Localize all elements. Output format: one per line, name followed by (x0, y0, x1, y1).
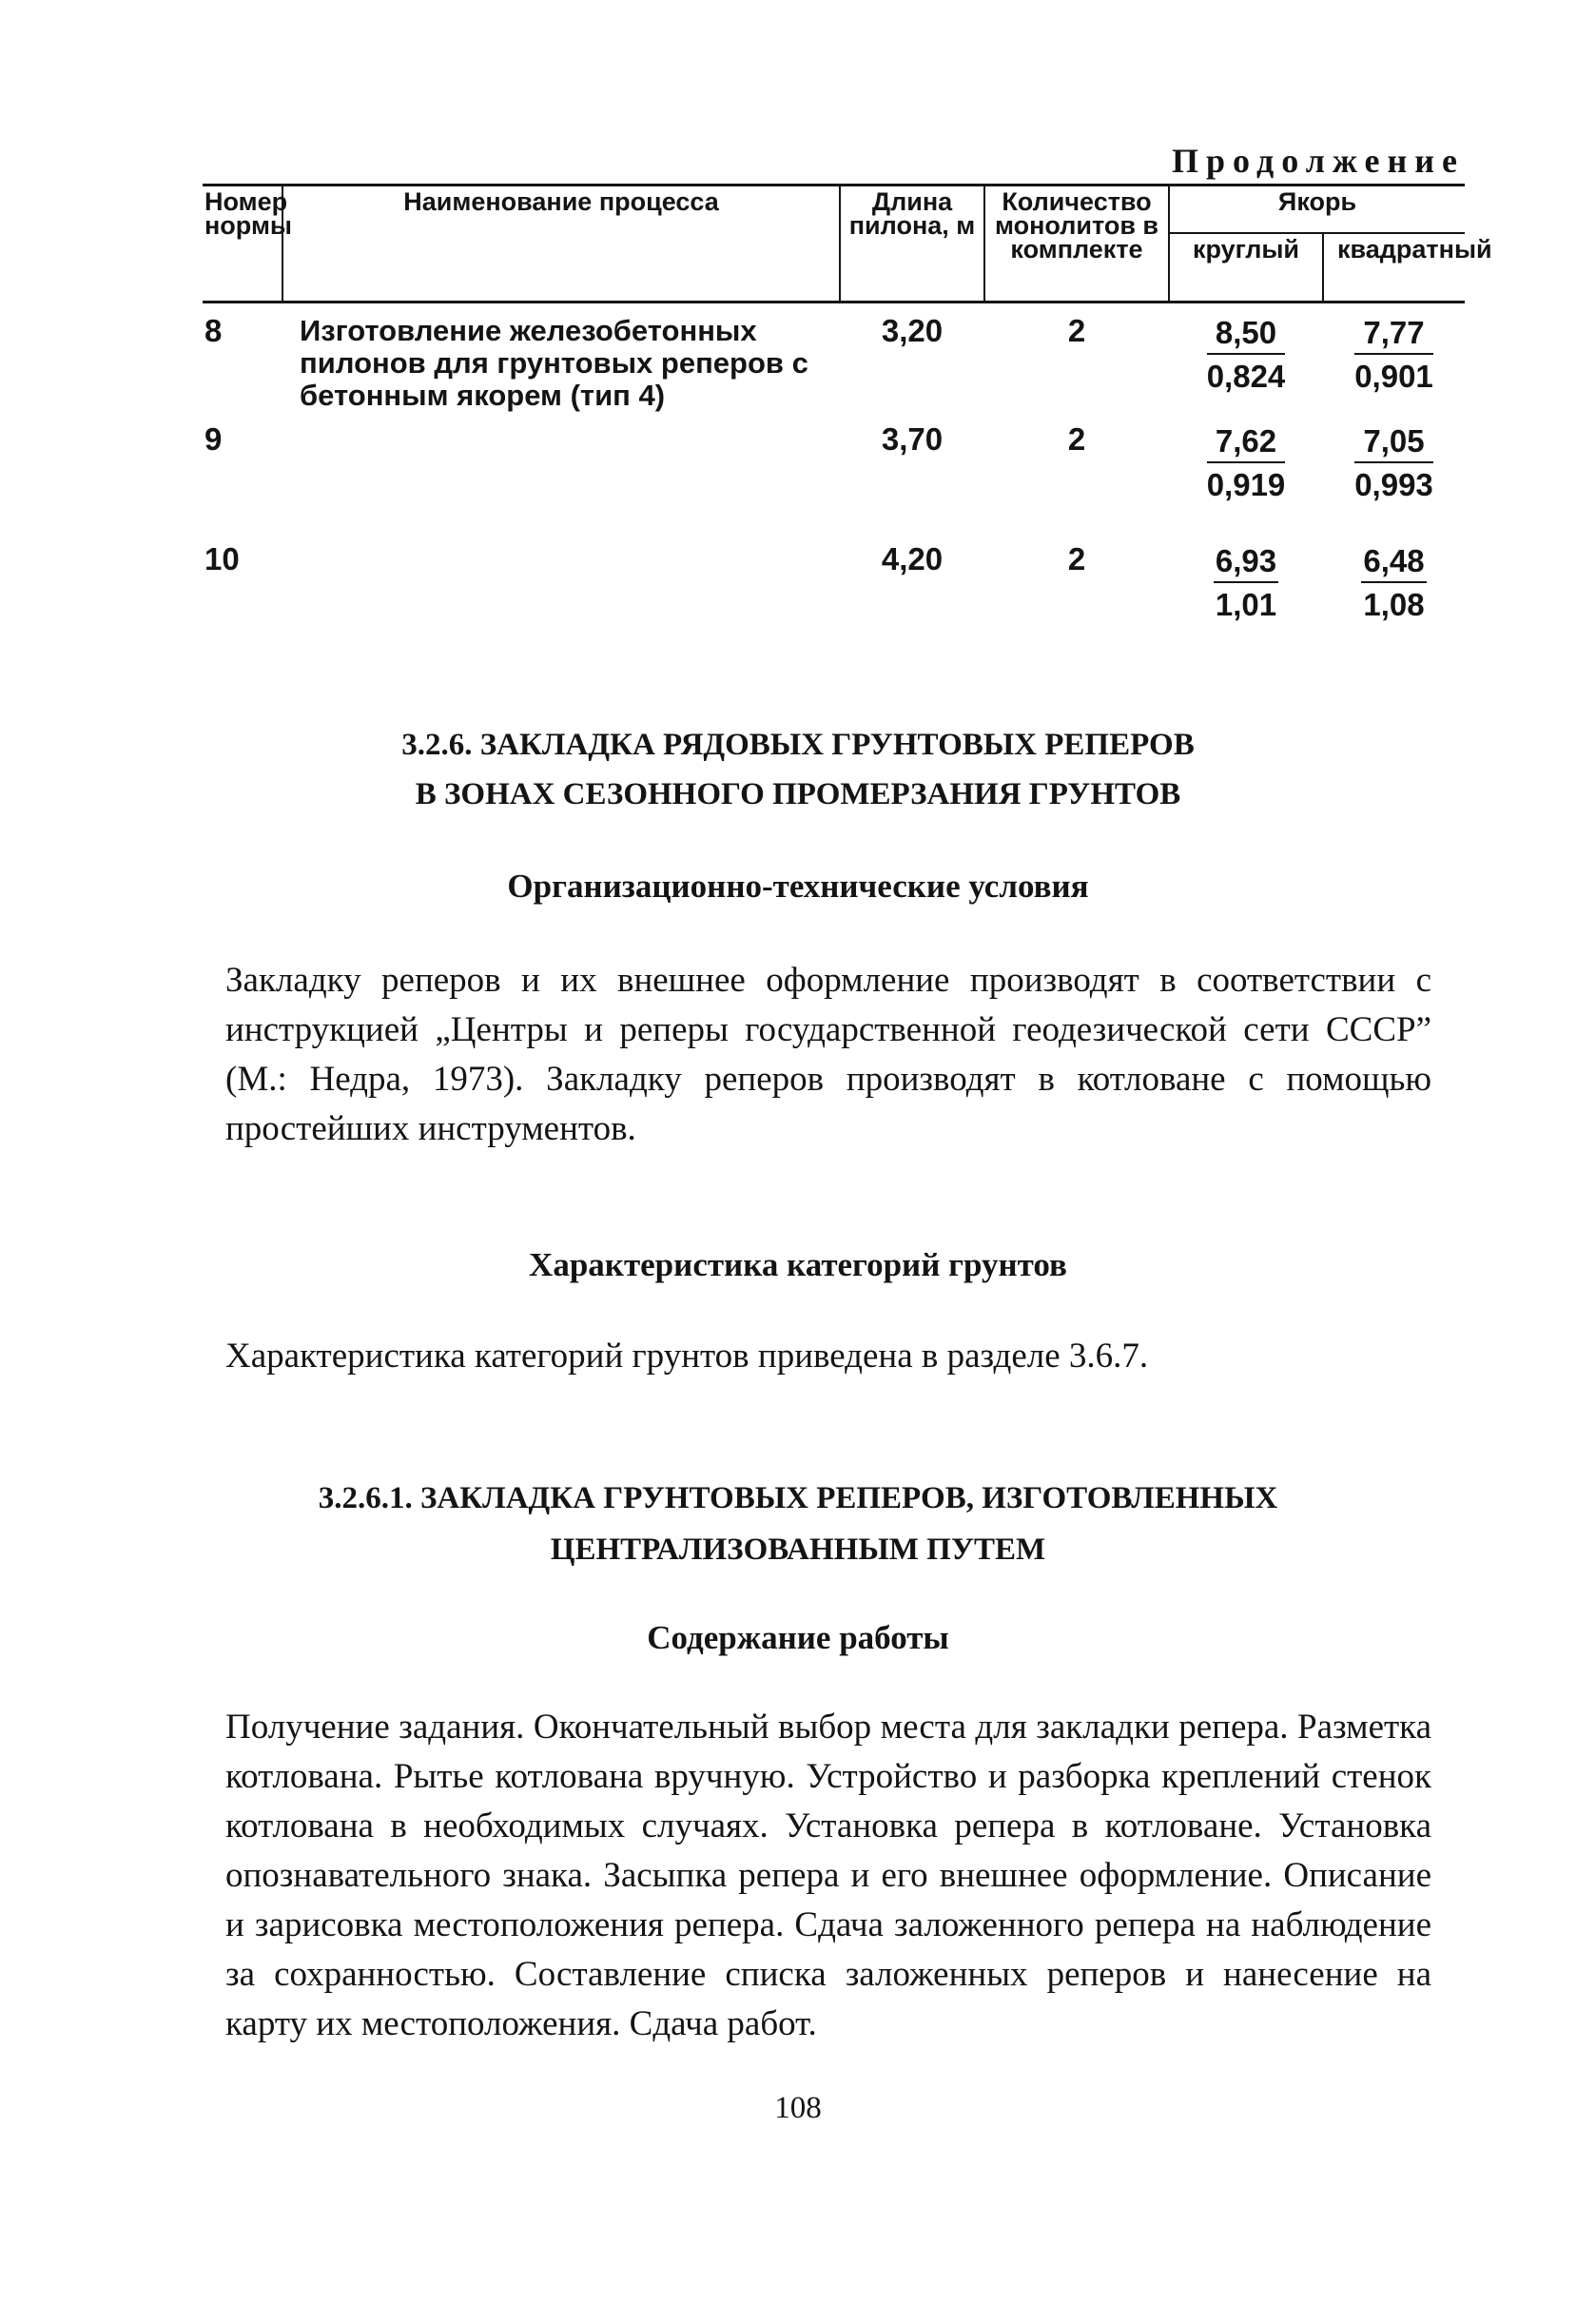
fraction-numerator: 6,93 (1214, 543, 1278, 583)
header-monolith-count: Количество монолитов в комплекте (984, 185, 1169, 303)
fraction (1354, 315, 1433, 395)
fraction-denominator: 0,993 (1354, 467, 1433, 502)
fraction-denominator: 0,824 (1206, 359, 1286, 394)
header-anchor: Якорь (1169, 185, 1465, 234)
fraction-numerator: 7,77 (1354, 315, 1433, 355)
fraction (1361, 543, 1426, 623)
table-row (203, 412, 1465, 503)
header-norm-number: Номер нормы (203, 185, 282, 303)
subheading-work-content: Содержание работы (647, 1619, 949, 1656)
subsection-heading-line2: ЦЕНТРАЛИЗОВАННЫМ ПУТЕМ (550, 1533, 1046, 1567)
fraction (1354, 423, 1433, 503)
fraction-numerator: 6,48 (1361, 543, 1426, 583)
fraction-denominator: 1,08 (1363, 587, 1425, 622)
section-heading-line1: 3.2.6. ЗАКЛАДКА РЯДОВЫХ ГРУНТОВЫХ РЕПЕРОВ (401, 728, 1195, 762)
fraction-denominator: 0,901 (1354, 359, 1433, 394)
cell-anchor-round (1169, 503, 1323, 642)
cell-pylon-length: 3,20 (881, 313, 944, 348)
continuation-label: Продолжение (1172, 142, 1465, 180)
cell-process-name (282, 412, 840, 503)
fraction-numerator: 7,62 (1207, 423, 1286, 463)
cell-monolith-count: 2 (1067, 541, 1086, 576)
page-number: 108 (774, 2091, 822, 2125)
cell-anchor-square (1323, 412, 1465, 503)
paragraph-soil-categories: Характеристика категорий грунтов приведена в разделе 3.6.7. (225, 1337, 1149, 1376)
cell-anchor-square (1323, 503, 1465, 642)
cell-anchor-square (1323, 303, 1465, 413)
fraction-denominator: 1,01 (1215, 587, 1277, 622)
header-pylon-length: Длина пилона, м (840, 185, 984, 303)
header-anchor-round: круглый (1169, 233, 1323, 303)
fraction-denominator: 0,919 (1206, 467, 1286, 502)
norms-table (203, 184, 1492, 642)
cell-process-name (282, 503, 840, 642)
paragraph-org-tech-text: Закладку реперов и их внешнее оформление производят в соответствии с инструкцией „Центры и реперы государственной геодезической сети СССР” (М.: Недра, 1973). Закладку реперов производят в котловане с помощью простейших инструментов. (225, 961, 1431, 1148)
section-heading-line2: В ЗОНАХ СЕЗОННОГО ПРОМЕРЗАНИЯ ГРУНТОВ (415, 777, 1181, 811)
subheading-org-tech: Организационно-технические условия (507, 868, 1089, 905)
fraction-numerator: 8,50 (1207, 315, 1286, 355)
table-row (203, 303, 1465, 413)
subheading-soil-categories: Характеристика категорий грунтов (529, 1246, 1067, 1283)
cell-pylon-length: 4,20 (881, 541, 944, 576)
cell-norm-number: 8 (204, 313, 223, 348)
cell-process-name: Изготовление железобетонных пилонов для грунтовых реперов с бетонным якорем (тип 4) (300, 314, 808, 412)
cell-norm-number: 10 (204, 541, 240, 576)
cell-norm-number: 9 (204, 421, 223, 457)
paragraph-work-content: Получение задания. Окончательный выбор места для закладки репера. Разметка котлована. Рытье котлована вручную. Устройство и разборка креплений стенок котлована в необходимых случаях. Установка репера в котловане. Установка опознавательного знака. Засыпка репера и его внешнее оформление. Описание и зарисовка местоположения репера. Сдача заложенного репера на наблюдение за сохранностью. Составление списка заложенных реперов и нанесение на карту их местоположения. Сдача работ. (225, 1708, 1431, 2043)
fraction (1207, 315, 1286, 395)
fraction (1207, 423, 1286, 503)
fraction (1214, 543, 1278, 623)
paragraph-org-tech (225, 956, 1431, 1154)
cell-monolith-count: 2 (1067, 313, 1086, 348)
subsection-heading-line1: 3.2.6.1. ЗАКЛАДКА ГРУНТОВЫХ РЕПЕРОВ, ИЗГОТОВЛЕННЫХ (318, 1481, 1278, 1515)
cell-anchor-round (1169, 412, 1323, 503)
header-process-name: Наименование процесса (282, 185, 840, 303)
cell-pylon-length: 3,70 (881, 421, 944, 457)
table-row (203, 503, 1465, 642)
header-anchor-square: квадратный (1323, 233, 1465, 303)
fraction-numerator: 7,05 (1354, 423, 1433, 463)
cell-anchor-round (1169, 303, 1323, 413)
cell-monolith-count: 2 (1067, 421, 1086, 457)
